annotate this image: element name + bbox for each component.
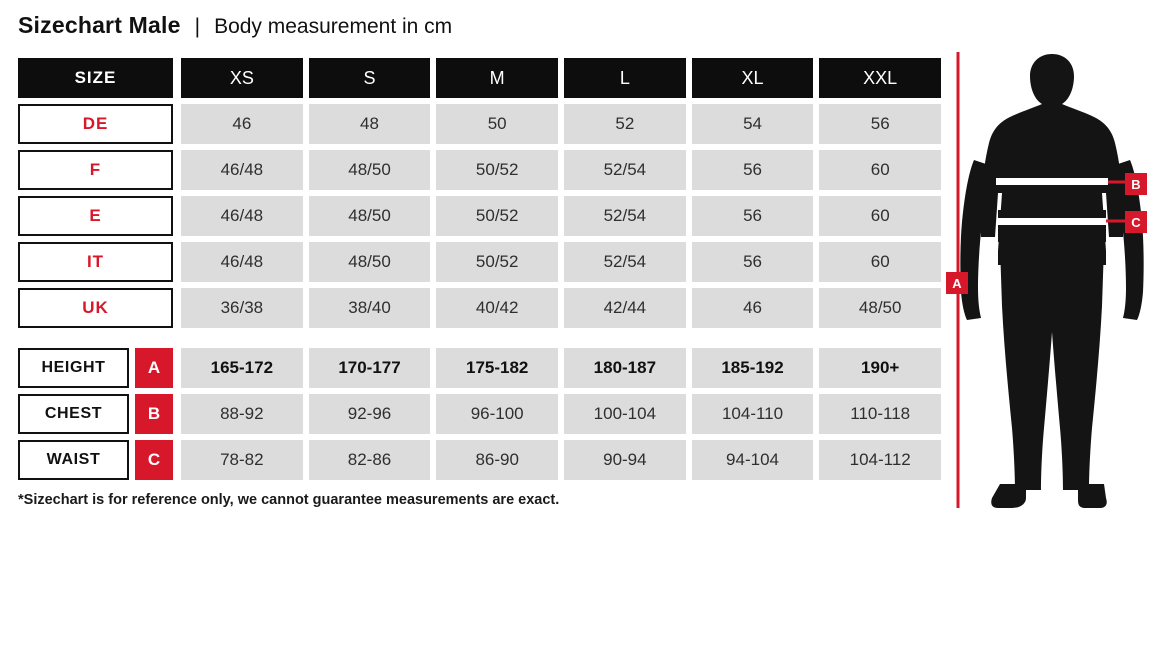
table-row	[18, 394, 941, 434]
cell-height-m: 175-182	[436, 348, 558, 388]
table-row	[18, 242, 941, 282]
cell-height-xxl: 190+	[819, 348, 941, 388]
male-silhouette-icon	[940, 50, 1165, 510]
row-label-f: F	[18, 150, 173, 190]
cell-f-l: 52/54	[564, 150, 686, 190]
body-figure	[940, 50, 1165, 510]
row-label-waist	[18, 440, 173, 480]
title-main: Sizechart Male	[18, 12, 181, 38]
cell-e-xxl: 60	[819, 196, 941, 236]
cell-it-xs: 46/48	[181, 242, 303, 282]
cell-it-s: 48/50	[309, 242, 431, 282]
cell-waist-xs: 78-82	[181, 440, 303, 480]
cell-it-m: 50/52	[436, 242, 558, 282]
row-label-it: IT	[18, 242, 173, 282]
cell-height-xs: 165-172	[181, 348, 303, 388]
cell-chest-s: 92-96	[309, 394, 431, 434]
cell-uk-xs: 36/38	[181, 288, 303, 328]
cell-it-l: 52/54	[564, 242, 686, 282]
cell-chest-xl: 104-110	[692, 394, 814, 434]
row-key-b: B	[135, 394, 173, 434]
row-label-uk: UK	[18, 288, 173, 328]
cell-de-xxl: 56	[819, 104, 941, 144]
cell-chest-l: 100-104	[564, 394, 686, 434]
cell-e-s: 48/50	[309, 196, 431, 236]
column-header-s: S	[309, 58, 431, 98]
table-row	[18, 440, 941, 480]
row-label-height-text: HEIGHT	[18, 348, 129, 388]
figure-key-b: B	[1125, 173, 1147, 195]
footnote: *Sizechart is for reference only, we cannot guarantee measurements are exact.	[18, 492, 560, 508]
cell-f-s: 48/50	[309, 150, 431, 190]
sizechart-table	[18, 58, 941, 480]
row-label-chest-text: CHEST	[18, 394, 129, 434]
cell-e-m: 50/52	[436, 196, 558, 236]
cell-uk-l: 42/44	[564, 288, 686, 328]
cell-uk-m: 40/42	[436, 288, 558, 328]
cell-chest-m: 96-100	[436, 394, 558, 434]
cell-de-xl: 54	[692, 104, 814, 144]
cell-de-l: 52	[564, 104, 686, 144]
table-row	[18, 150, 941, 190]
cell-de-m: 50	[436, 104, 558, 144]
cell-f-m: 50/52	[436, 150, 558, 190]
row-label-waist-text: WAIST	[18, 440, 129, 480]
row-key-a: A	[135, 348, 173, 388]
figure-key-a: A	[946, 272, 968, 294]
cell-de-xs: 46	[181, 104, 303, 144]
table-row	[18, 348, 941, 388]
cell-e-l: 52/54	[564, 196, 686, 236]
page-title	[18, 12, 452, 39]
column-header-l: L	[564, 58, 686, 98]
cell-f-xs: 46/48	[181, 150, 303, 190]
title-separator: |	[194, 15, 201, 38]
column-header-xl: XL	[692, 58, 814, 98]
table-header-row	[18, 58, 941, 98]
cell-waist-xxl: 104-112	[819, 440, 941, 480]
column-header-xs: XS	[181, 58, 303, 98]
cell-height-s: 170-177	[309, 348, 431, 388]
cell-e-xs: 46/48	[181, 196, 303, 236]
cell-it-xxl: 60	[819, 242, 941, 282]
cell-waist-m: 86-90	[436, 440, 558, 480]
table-row	[18, 288, 941, 328]
column-header-m: M	[436, 58, 558, 98]
row-label-e: E	[18, 196, 173, 236]
cell-it-xl: 56	[692, 242, 814, 282]
row-label-height	[18, 348, 173, 388]
table-row	[18, 196, 941, 236]
column-header-xxl: XXL	[819, 58, 941, 98]
cell-de-s: 48	[309, 104, 431, 144]
figure-key-c: C	[1125, 211, 1147, 233]
cell-waist-xl: 94-104	[692, 440, 814, 480]
cell-waist-s: 82-86	[309, 440, 431, 480]
cell-waist-l: 90-94	[564, 440, 686, 480]
table-row	[18, 104, 941, 144]
cell-uk-s: 38/40	[309, 288, 431, 328]
group-divider	[18, 334, 941, 348]
cell-height-xl: 185-192	[692, 348, 814, 388]
row-key-c: C	[135, 440, 173, 480]
row-label-de: DE	[18, 104, 173, 144]
cell-uk-xl: 46	[692, 288, 814, 328]
column-header-size: SIZE	[18, 58, 173, 98]
cell-chest-xs: 88-92	[181, 394, 303, 434]
row-label-chest	[18, 394, 173, 434]
cell-f-xxl: 60	[819, 150, 941, 190]
cell-e-xl: 56	[692, 196, 814, 236]
cell-f-xl: 56	[692, 150, 814, 190]
cell-uk-xxl: 48/50	[819, 288, 941, 328]
title-subtitle: Body measurement in cm	[214, 15, 453, 38]
cell-chest-xxl: 110-118	[819, 394, 941, 434]
cell-height-l: 180-187	[564, 348, 686, 388]
